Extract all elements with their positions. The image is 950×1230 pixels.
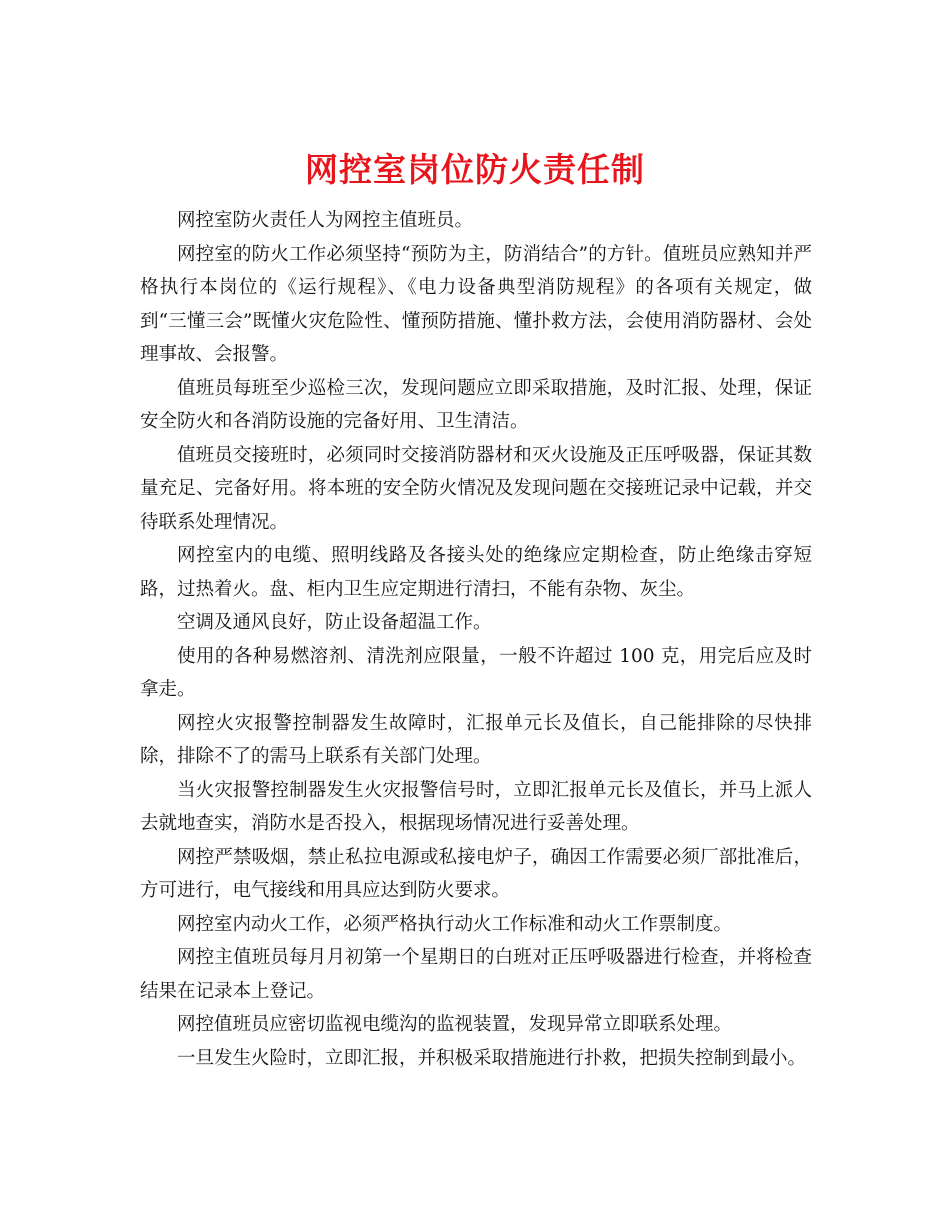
paragraph: 网控室内的电缆、照明线路及各接头处的绝缘应定期检查，防止绝缘击穿短路，过热着火。盘、柜内卫生应定期进行清扫，不能有杂物、灰尘。 — [140, 545, 812, 600]
paragraph: 当火灾报警控制器发生火灾报警信号时，立即汇报单元长及值长，并马上派人去就地查实，消防水是否投入，根据现场情况进行妥善处理。 — [140, 779, 812, 834]
paragraph: 空调及通风良好，防止设备超温工作。 — [177, 612, 492, 633]
paragraph: 网控严禁吸烟，禁止私拉电源或私接电炉子，确因工作需要必须厂部批准后，方可进行，电气接线和用具应达到防火要求。 — [140, 846, 812, 901]
paragraph: 值班员交接班时，必须同时交接消防器材和灭火设施及正压呼吸器，保证其数量充足、完备好用。将本班的安全防火情况及发现问题在交接班记录中记载，并交待联系处理情况。 — [140, 444, 812, 533]
document-body — [140, 204, 812, 1075]
paragraph: 网控火灾报警控制器发生故障时，汇报单元长及值长，自己能排除的尽快排除，排除不了的需马上联系有关部门处理。 — [140, 712, 812, 767]
paragraph: 值班员每班至少巡检三次，发现问题应立即采取措施，及时汇报、处理，保证安全防火和各消防设施的完备好用、卫生清洁。 — [140, 377, 812, 432]
paragraph: 网控室的防火工作必须坚持“预防为主，防消结合”的方针。值班员应熟知并严格执行本岗位的《运行规程》、《电力设备典型消防规程》的各项有关规定，做到“三懂三会”既懂火灾危险性、懂预防措施、懂扑救方法，会使用消防器材、会处理事故、会报警。 — [140, 243, 812, 365]
paragraph: 网控主值班员每月月初第一个星期日的白班对正压呼吸器进行检查，并将检查结果在记录本上登记。 — [140, 947, 812, 1002]
paragraph: 使用的各种易燃溶剂、清洗剂应限量，一般不许超过 100 克，用完后应及时拿走。 — [140, 645, 812, 700]
document-title: 网控室岗位防火责任制 — [305, 150, 645, 190]
paragraph: 一旦发生火险时，立即汇报，并积极采取措施进行扑救，把损失控制到最小。 — [177, 1047, 807, 1069]
paragraph: 网控室内动火工作，必须严格执行动火工作标准和动火工作票制度。 — [177, 913, 733, 935]
paragraph: 网控值班员应密切监视电缆沟的监视装置，发现异常立即联系处理。 — [177, 1014, 733, 1035]
paragraph: 网控室防火责任人为网控主值班员。 — [177, 210, 474, 231]
